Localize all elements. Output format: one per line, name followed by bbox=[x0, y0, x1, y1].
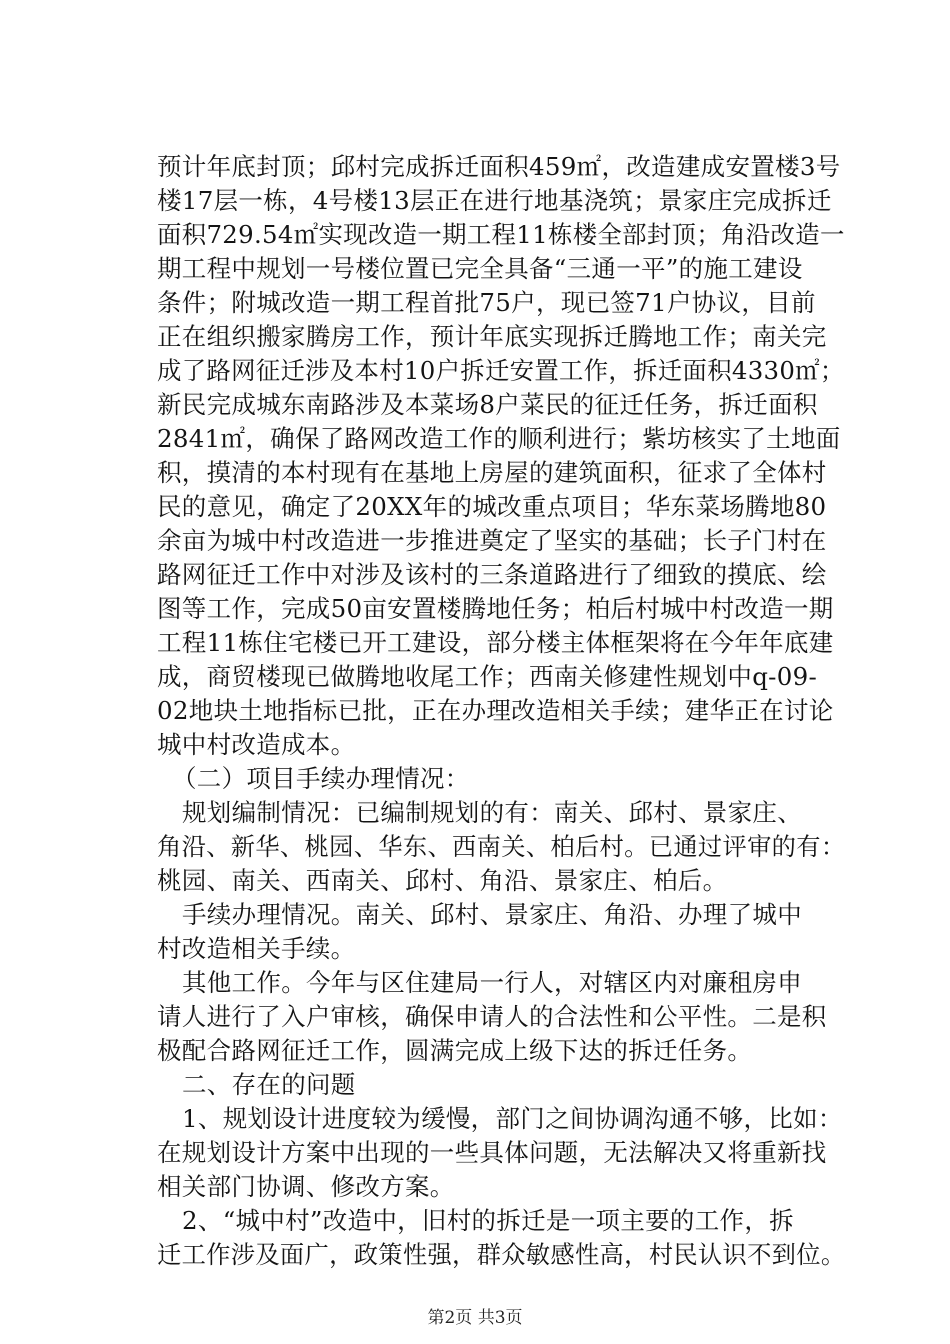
body-line: 城中村改造成本。 bbox=[157, 730, 356, 759]
body-line: 条件；附城改造一期工程首批75户，现已签71户协议，目前 bbox=[157, 288, 816, 317]
page-number-footer: 第2页 共3页 bbox=[427, 1308, 523, 1328]
body-line: 角沿、新华、桃园、华东、西南关、柏后村。已通过评审的有： bbox=[157, 832, 846, 861]
body-line: 规划编制情况：已编制规划的有：南关、邱村、景家庄、 bbox=[182, 798, 802, 827]
body-line: 其他工作。今年与区住建局一行人，对辖区内对廉租房申 bbox=[182, 968, 802, 997]
body-line: 1、规划设计进度较为缓慢，部门之间协调沟通不够，比如： bbox=[182, 1104, 843, 1133]
body-line: 请人进行了入户审核，确保申请人的合法性和公平性。二是积 bbox=[157, 1002, 827, 1031]
body-line: 02地块土地指标已批，正在办理改造相关手续；建华正在讨论 bbox=[157, 696, 834, 725]
body-line: 预计年底封顶；邱村完成拆迁面积459㎡，改造建成安置楼3号 bbox=[157, 152, 841, 181]
body-line: 成了路网征迁涉及本村10户拆迁安置工作，拆迁面积4330㎡； bbox=[157, 356, 845, 385]
body-line: 楼17层一栋，4号楼13层正在进行地基浇筑；景家庄完成拆迁 bbox=[157, 186, 832, 215]
body-line: 图等工作，完成50亩安置楼腾地任务；柏后村城中村改造一期 bbox=[157, 594, 834, 623]
body-line: 手续办理情况。南关、邱村、景家庄、角沿、办理了城中 bbox=[182, 900, 802, 929]
body-line: 民的意见，确定了20XX年的城改重点项目；华东菜场腾地80 bbox=[157, 492, 827, 521]
body-line: 在规划设计方案中出现的一些具体问题，无法解决又将重新找 bbox=[157, 1138, 827, 1167]
body-line: 桃园、南关、西南关、邱村、角沿、景家庄、柏后。 bbox=[157, 866, 728, 895]
body-line: 2、“城中村”改造中，旧村的拆迁是一项主要的工作，拆 bbox=[182, 1206, 794, 1235]
body-line: 正在组织搬家腾房工作，预计年底实现拆迁腾地工作；南关完 bbox=[157, 322, 827, 351]
body-line: 2841㎡，确保了路网改造工作的顺利进行；紫坊核实了土地面 bbox=[157, 424, 841, 453]
body-line: 工程11栋住宅楼已开工建设，部分楼主体框架将在今年年底建 bbox=[157, 628, 834, 657]
body-line: 村改造相关手续。 bbox=[157, 934, 356, 963]
body-line: 成，商贸楼现已做腾地收尾工作；西南关修建性规划中q-09- bbox=[157, 662, 818, 691]
body-line: 新民完成城东南路涉及本菜场8户菜民的征迁任务，拆迁面积 bbox=[157, 390, 818, 419]
body-line: 期工程中规划一号楼位置已完全具备“三通一平”的施工建设 bbox=[157, 254, 803, 283]
section-heading: 二、存在的问题 bbox=[182, 1070, 356, 1099]
body-line: 面积729.54㎡实现改造一期工程11栋楼全部封顶；角沿改造一 bbox=[157, 220, 845, 249]
body-line: 积，摸清的本村现有在基地上房屋的建筑面积，征求了全体村 bbox=[157, 458, 827, 487]
body-line: 极配合路网征迁工作，圆满完成上级下达的拆迁任务。 bbox=[157, 1036, 753, 1065]
body-line: 相关部门协调、修改方案。 bbox=[157, 1172, 455, 1201]
body-line: 余亩为城中村改造进一步推进奠定了坚实的基础；长子门村在 bbox=[157, 526, 827, 555]
body-line: 迁工作涉及面广，政策性强，群众敏感性高，村民认识不到位。 bbox=[157, 1240, 846, 1269]
body-line: 路网征迁工作中对涉及该村的三条道路进行了细致的摸底、绘 bbox=[157, 560, 827, 589]
section-heading: （二）项目手续办理情况： bbox=[172, 764, 470, 793]
